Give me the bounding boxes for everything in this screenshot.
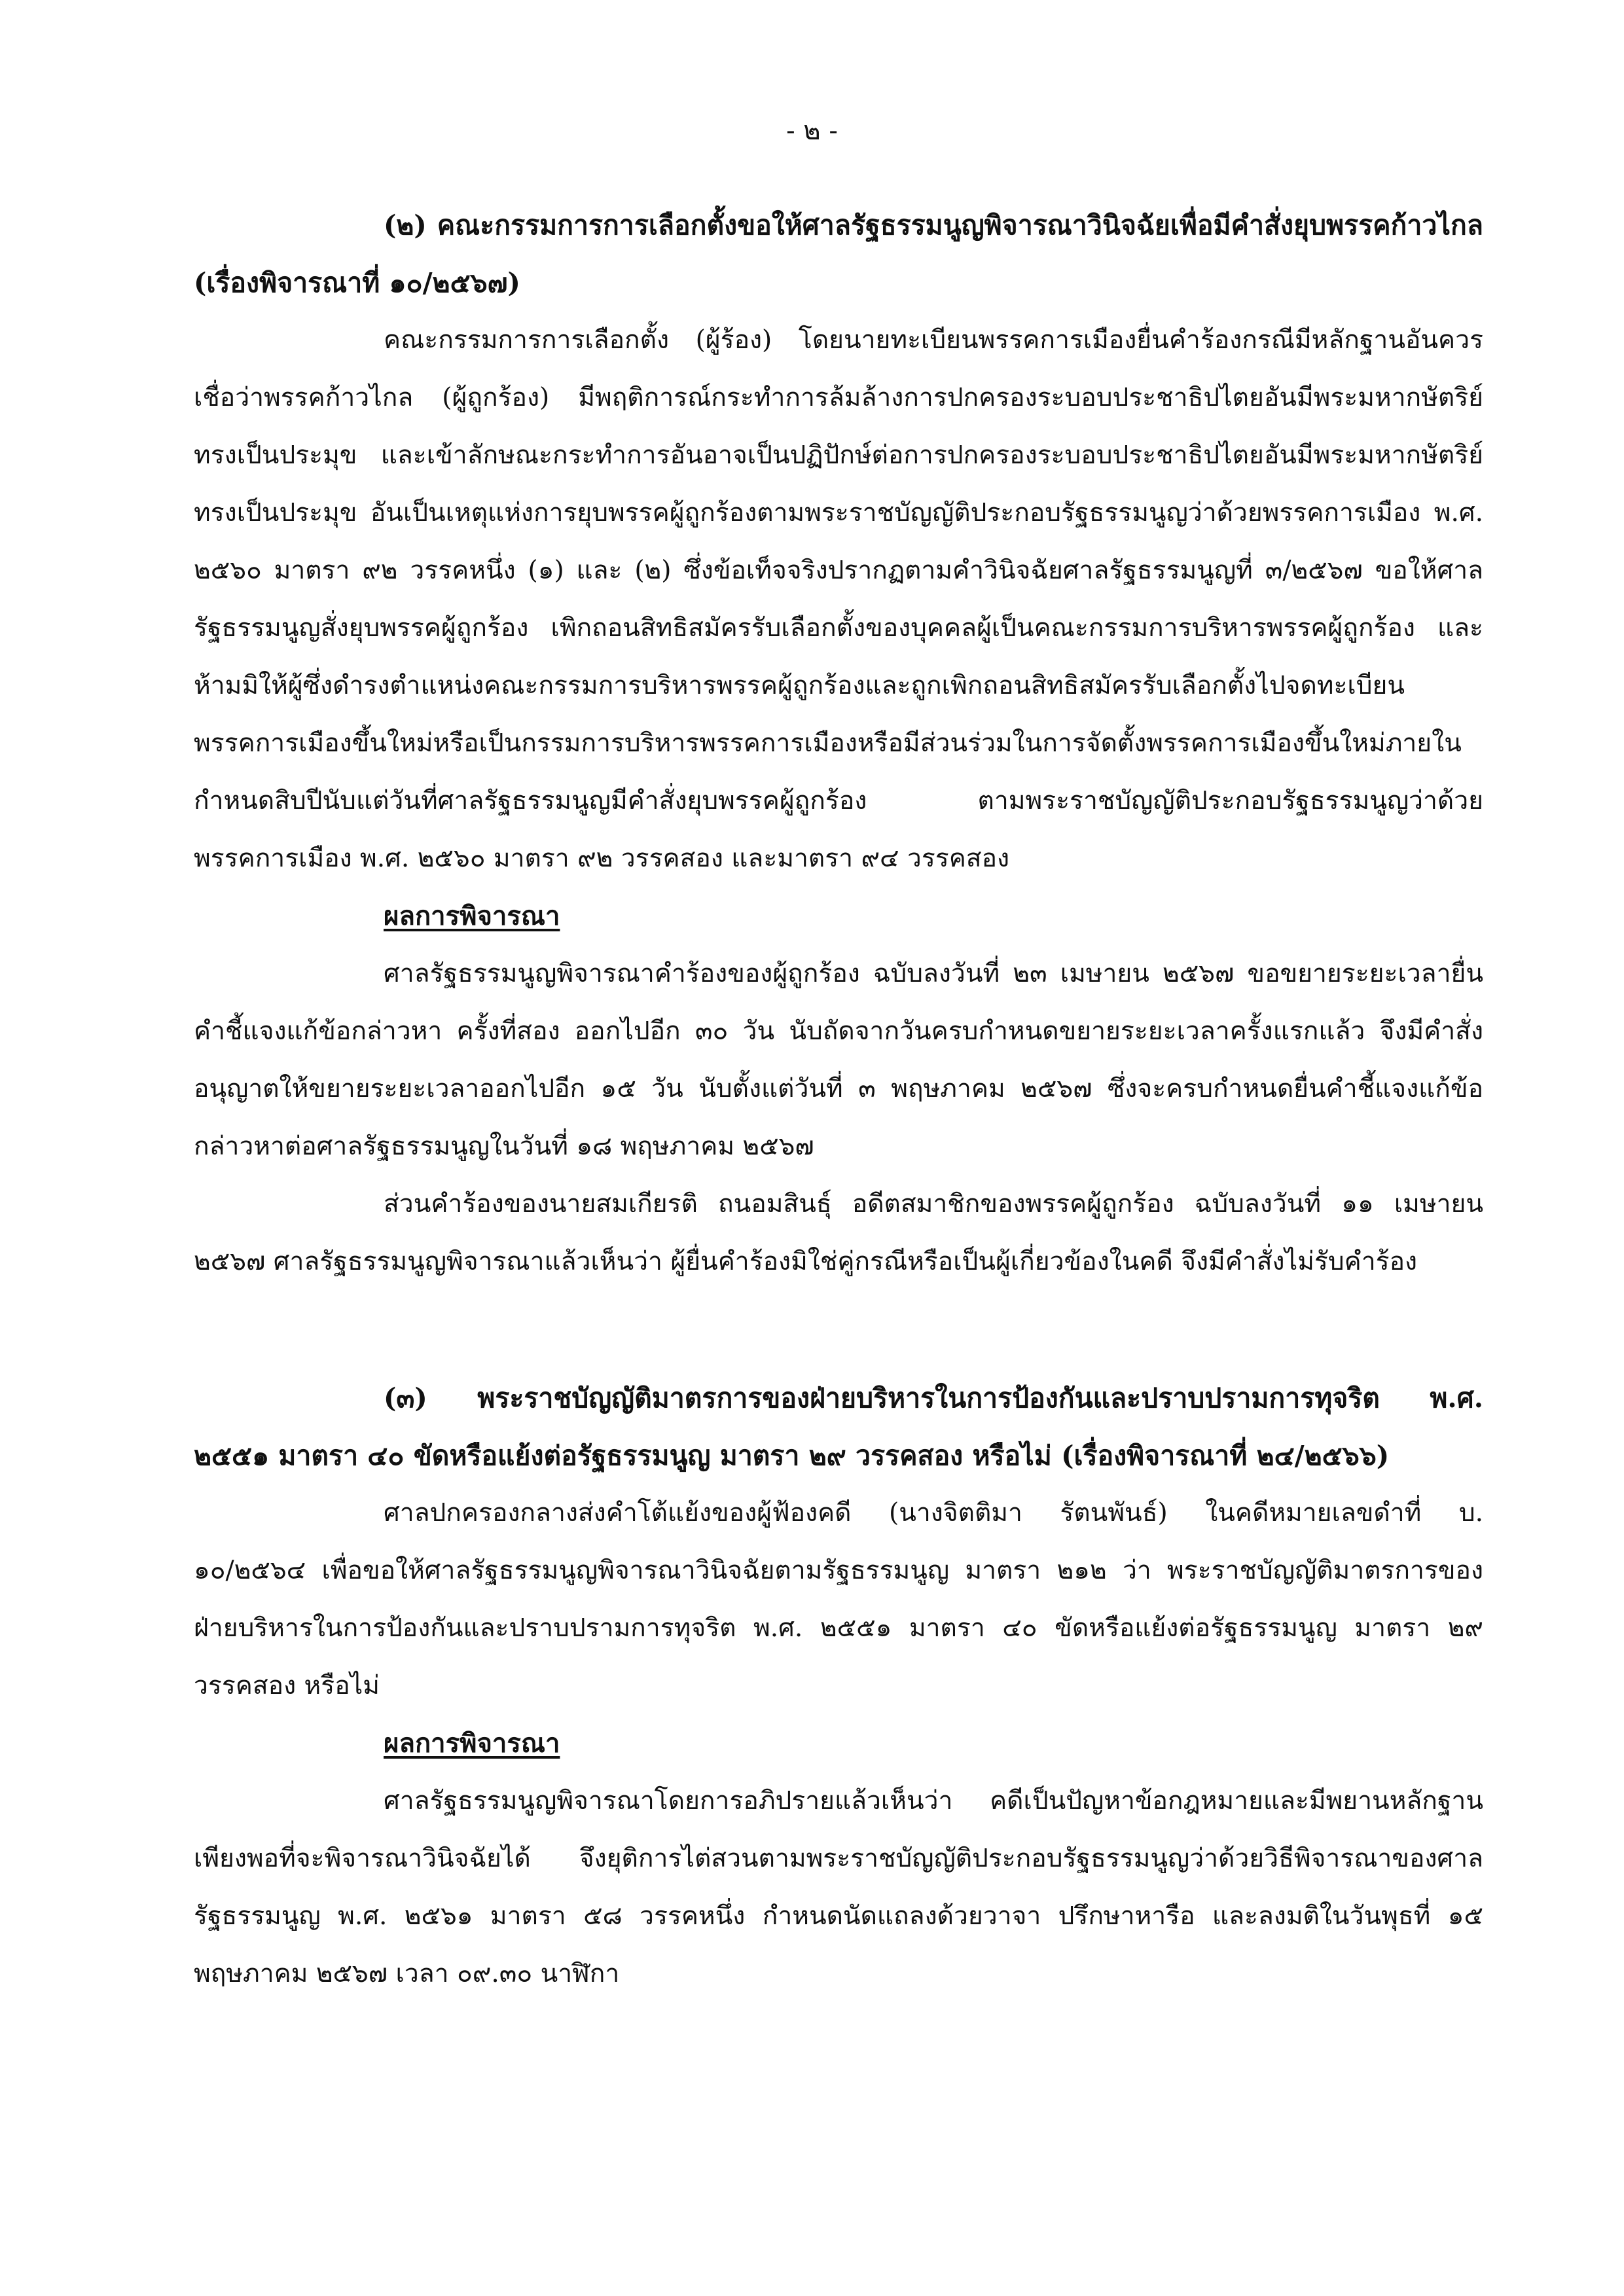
result-label: ผลการพิจารณา — [384, 901, 560, 931]
agenda-item-heading: (๒) คณะกรรมการการเลือกตั้งขอให้ศาลรัฐธรรมนูญพิจารณาวินิจฉัยเพื่อมีคำสั่งยุบพรรคก้าวไกล (เรื่องพิจารณาที่ ๑๐/๒๕๖๗) — [194, 209, 1483, 298]
page-number: - ๒ - — [786, 116, 838, 146]
result-paragraph: ศาลรัฐธรรมนูญพิจารณาคำร้องของผู้ถูกร้อง ฉบับลงวันที่ ๒๓ เมษายน ๒๕๖๗ ขอขยายระยะเวลายื่นคำชี้แจงแก้ข้อกล่าวหา ครั้งที่สอง ออกไปอีก ๓๐ วัน นับถัดจากวันครบกำหนดขยายระยะเวลาครั้งแรกแล้ว จึงมีคำสั่งอนุญาตให้ขยายระยะเวลาออกไปอีก ๑๕ วัน นับตั้งแต่วันที่ ๓ พฤษภาคม ๒๕๖๗ ซึ่งจะครบกำหนดยื่นคำชี้แจงแก้ข้อกล่าวหาต่อศาลรัฐธรรมนูญในวันที่ ๑๘ พฤษภาคม ๒๕๖๗ — [194, 959, 1483, 1161]
agenda-item-3 — [194, 1369, 1483, 2003]
agenda-item-paragraph: คณะกรรมการการเลือกตั้ง (ผู้ร้อง) โดยนายทะเบียนพรรคการเมืองยื่นคำร้องกรณีมีหลักฐานอันควรเชื่อว่าพรรคก้าวไกล (ผู้ถูกร้อง) มีพฤติการณ์กระทำการล้มล้างการปกครองระบอบประชาธิปไตยอันมีพระมหากษัตริย์ทรงเป็นประมุข และเข้าลักษณะกระทำการอันอาจเป็นปฏิปักษ์ต่อการปกครองระบอบประชาธิปไตยอันมีพระมหากษัตริย์ทรงเป็นประมุข อันเป็นเหตุแห่งการยุบพรรคผู้ถูกร้องตามพระราชบัญญัติประกอบรัฐธรรมนูญว่าด้วยพรรคการเมือง พ.ศ. ๒๕๖๐ มาตรา ๙๒ วรรคหนึ่ง (๑) และ (๒) ซึ่งข้อเท็จจริงปรากฏตามคำวินิจฉัยศาลรัฐธรรมนูญที่ ๓/๒๕๖๗ ขอให้ศาลรัฐธรรมนูญสั่งยุบพรรคผู้ถูกร้อง เพิกถอนสิทธิสมัครรับเลือกตั้งของบุคคลผู้เป็นคณะกรรมการบริหารพรรคผู้ถูกร้อง และห้ามมิให้ผู้ซึ่งดำรงตำแหน่งคณะกรรมการบริหารพรรคผู้ถูกร้องและถูกเพิกถอนสิทธิสมัครรับเลือกตั้งไปจดทะเบียนพรรคการเมืองขึ้นใหม่หรือเป็นกรรมการบริหารพรรคการเมืองหรือมีส่วนร่วมในการจัดตั้งพรรคการเมืองขึ้นใหม่ภายในกำหนดสิบปีนับแต่วันที่ศาลรัฐธรรมนูญมีคำสั่งยุบพรรคผู้ถูกร้อง ตามพระราชบัญญัติประกอบรัฐธรรมนูญว่าด้วยพรรคการเมือง พ.ศ. ๒๕๖๐ มาตรา ๙๒ วรรคสอง และมาตรา ๙๔ วรรคสอง — [194, 325, 1483, 873]
agenda-item-paragraph: ศาลปกครองกลางส่งคำโต้แย้งของผู้ฟ้องคดี (นางจิตติมา รัตนพันธ์) ในคดีหมายเลขดำที่ บ. ๑๐/๒๕๖๔ เพื่อขอให้ศาลรัฐธรรมนูญพิจารณาวินิจฉัยตามรัฐธรรมนูญ มาตรา ๒๑๒ ว่า พระราชบัญญัติมาตรการของฝ่ายบริหารในการป้องกันและปราบปรามการทุจริต พ.ศ. ๒๕๕๑ มาตรา ๔๐ ขัดหรือแย้งต่อรัฐธรรมนูญ มาตรา ๒๙ วรรคสอง หรือไม่ — [194, 1498, 1483, 1700]
agenda-item-2 — [194, 196, 1483, 1291]
result-label: ผลการพิจารณา — [384, 1728, 560, 1759]
result-paragraph: ศาลรัฐธรรมนูญพิจารณาโดยการอภิปรายแล้วเห็นว่า คดีเป็นปัญหาข้อกฎหมายและมีพยานหลักฐานเพียงพอที่จะพิจารณาวินิจฉัยได้ จึงยุติการไต่สวนตามพระราชบัญญัติประกอบรัฐธรรมนูญว่าด้วยวิธีพิจารณาของศาลรัฐธรรมนูญ พ.ศ. ๒๕๖๑ มาตรา ๕๘ วรรคหนึ่ง กำหนดนัดแถลงด้วยวาจา ปรึกษาหารือ และลงมติในวันพุธที่ ๑๕ พฤษภาคม ๒๕๖๗ เวลา ๐๙.๓๐ นาฬิกา — [194, 1786, 1483, 1988]
page-content — [194, 196, 1483, 2003]
result-paragraph: ส่วนคำร้องของนายสมเกียรติ ถนอมสินธุ์ อดีตสมาชิกของพรรคผู้ถูกร้อง ฉบับลงวันที่ ๑๑ เมษายน ๒๕๖๗ ศาลรัฐธรรมนูญพิจารณาแล้วเห็นว่า ผู้ยื่นคำร้องมิใช่คู่กรณีหรือเป็นผู้เกี่ยวข้องในคดี จึงมีคำสั่งไม่รับคำร้อง — [194, 1189, 1483, 1276]
agenda-item-heading: (๓) พระราชบัญญัติมาตรการของฝ่ายบริหารในการป้องกันและปราบปรามการทุจริต พ.ศ. ๒๕๕๑ มาตรา ๔๐ ขัดหรือแย้งต่อรัฐธรรมนูญ มาตรา ๒๙ วรรคสอง หรือไม่ (เรื่องพิจารณาที่ ๒๔/๒๕๖๖) — [194, 1382, 1483, 1471]
